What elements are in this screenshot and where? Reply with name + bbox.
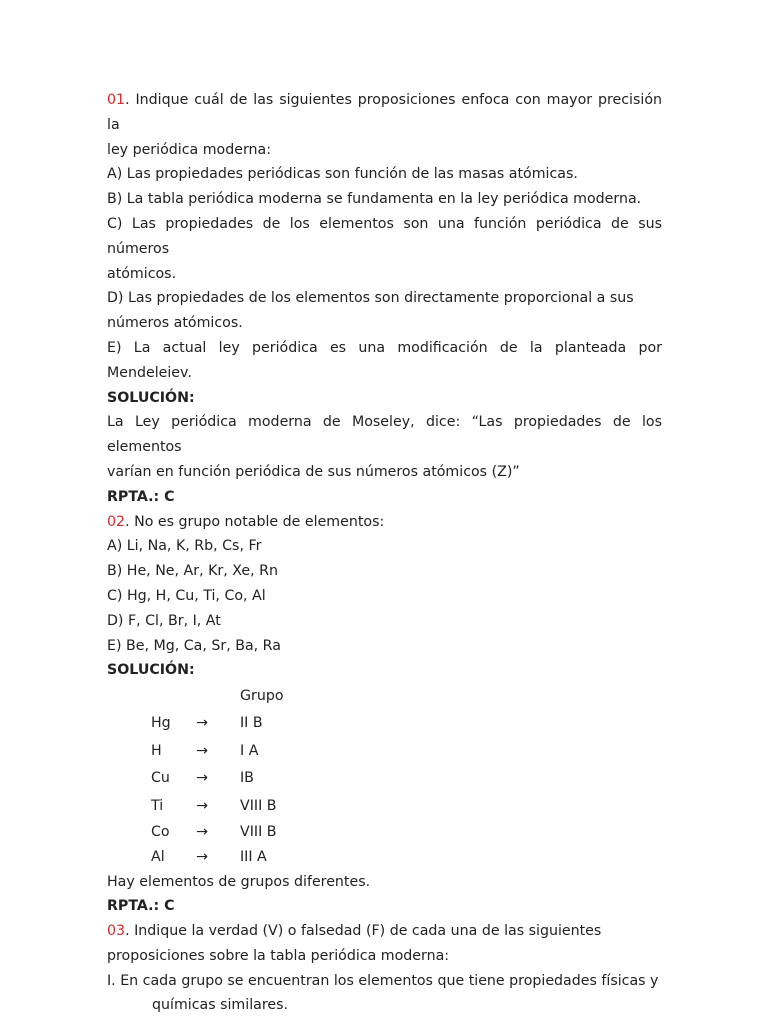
element-symbol: Hg [151,714,171,731]
question-1-number: 01 [107,92,126,108]
question-1-option-a: A) Las propiedades periódicas son función de las masas atómicas. [107,166,578,183]
question-3-number: 03 [107,923,126,940]
question-2-number: 02 [107,513,126,530]
question-1-option-d-cont: números atómicos. [107,315,243,332]
question-2-option-b: B) He, Ne, Ar, Kr, Xe, Rn [107,563,278,580]
element-group: IB [240,770,254,787]
question-2-option-e: E) Be, Mg, Ca, Sr, Ba, Ra [107,637,281,654]
question-1-solution-line-2: varían en función periódica de sus números atómicos (Z)” [107,463,520,480]
element-symbol: Co [151,824,170,840]
question-1-option-e: E) La actual ley periódica es una modificación de la planteada por Mendeleiev. [107,339,662,381]
question-2-conclusion: Hay elementos de grupos diferentes. [107,873,371,890]
question-3-item-1-cont: químicas similares. [152,997,288,1014]
group-row [151,845,662,870]
question-2-option-d: D) F, Cl, Br, I, At [107,612,221,629]
question-1-option-c: C) Las propiedades de los elementos son una función periódica de sus números [107,215,662,257]
element-group: II B [240,714,263,731]
element-group: VIII B [240,824,277,840]
element-group: VIII B [240,797,277,814]
question-2-solution-label: SOLUCIÓN: [107,662,195,679]
element-group-table [151,683,662,869]
question-3-text: . Indique la verdad (V) o falsedad (F) de cada una de las siguientes [125,923,602,940]
arrow-icon: → [196,770,208,787]
document-content [107,88,662,1018]
arrow-icon: → [196,849,208,865]
group-table-header [151,683,662,709]
arrow-icon: → [196,797,208,814]
arrow-icon: → [196,714,208,731]
group-row [151,709,662,737]
element-group: III A [240,849,267,865]
group-row [151,820,662,845]
element-symbol: Cu [151,770,170,787]
question-2-text: . No es grupo notable de elementos: [125,513,385,530]
element-group: I A [240,742,259,759]
question-3-line-1 [107,919,662,944]
question-2-answer: RPTA.: C [107,898,175,915]
group-row [151,737,662,765]
group-column-header: Grupo [240,688,284,705]
question-1-option-b: B) La tabla periódica moderna se fundamenta en la ley periódica moderna. [107,191,642,208]
question-1-line-2: ley periódica moderna: [107,141,272,158]
question-3-line-2: proposiciones sobre la tabla periódica moderna: [107,947,450,964]
group-row [151,792,662,820]
question-1-answer: RPTA.: C [107,488,175,505]
arrow-icon: → [196,824,208,840]
element-symbol: Ti [151,797,164,814]
question-3-item-1: I. En cada grupo se encuentran los elementos que tiene propiedades físicas y [107,972,659,989]
question-1-option-d: D) Las propiedades de los elementos son directamente proporcional a sus [107,290,634,307]
element-symbol: H [151,742,162,759]
group-row [151,764,662,792]
arrow-icon: → [196,742,208,759]
element-symbol: Al [151,849,165,865]
question-1-solution-label: SOLUCIÓN: [107,389,195,406]
question-1-line-1 [107,88,662,138]
question-2-option-c: C) Hg, H, Cu, Ti, Co, Al [107,587,266,604]
question-1-solution-line-1: La Ley periódica moderna de Moseley, dice: “Las propiedades de los elementos [107,414,662,456]
question-1-text: . Indique cuál de las siguientes proposiciones enfoca con mayor precisión la [107,92,662,133]
question-2-option-a: A) Li, Na, K, Rb, Cs, Fr [107,538,262,555]
question-1-option-c-cont: atómicos. [107,265,177,282]
question-2-line-1 [107,510,662,535]
